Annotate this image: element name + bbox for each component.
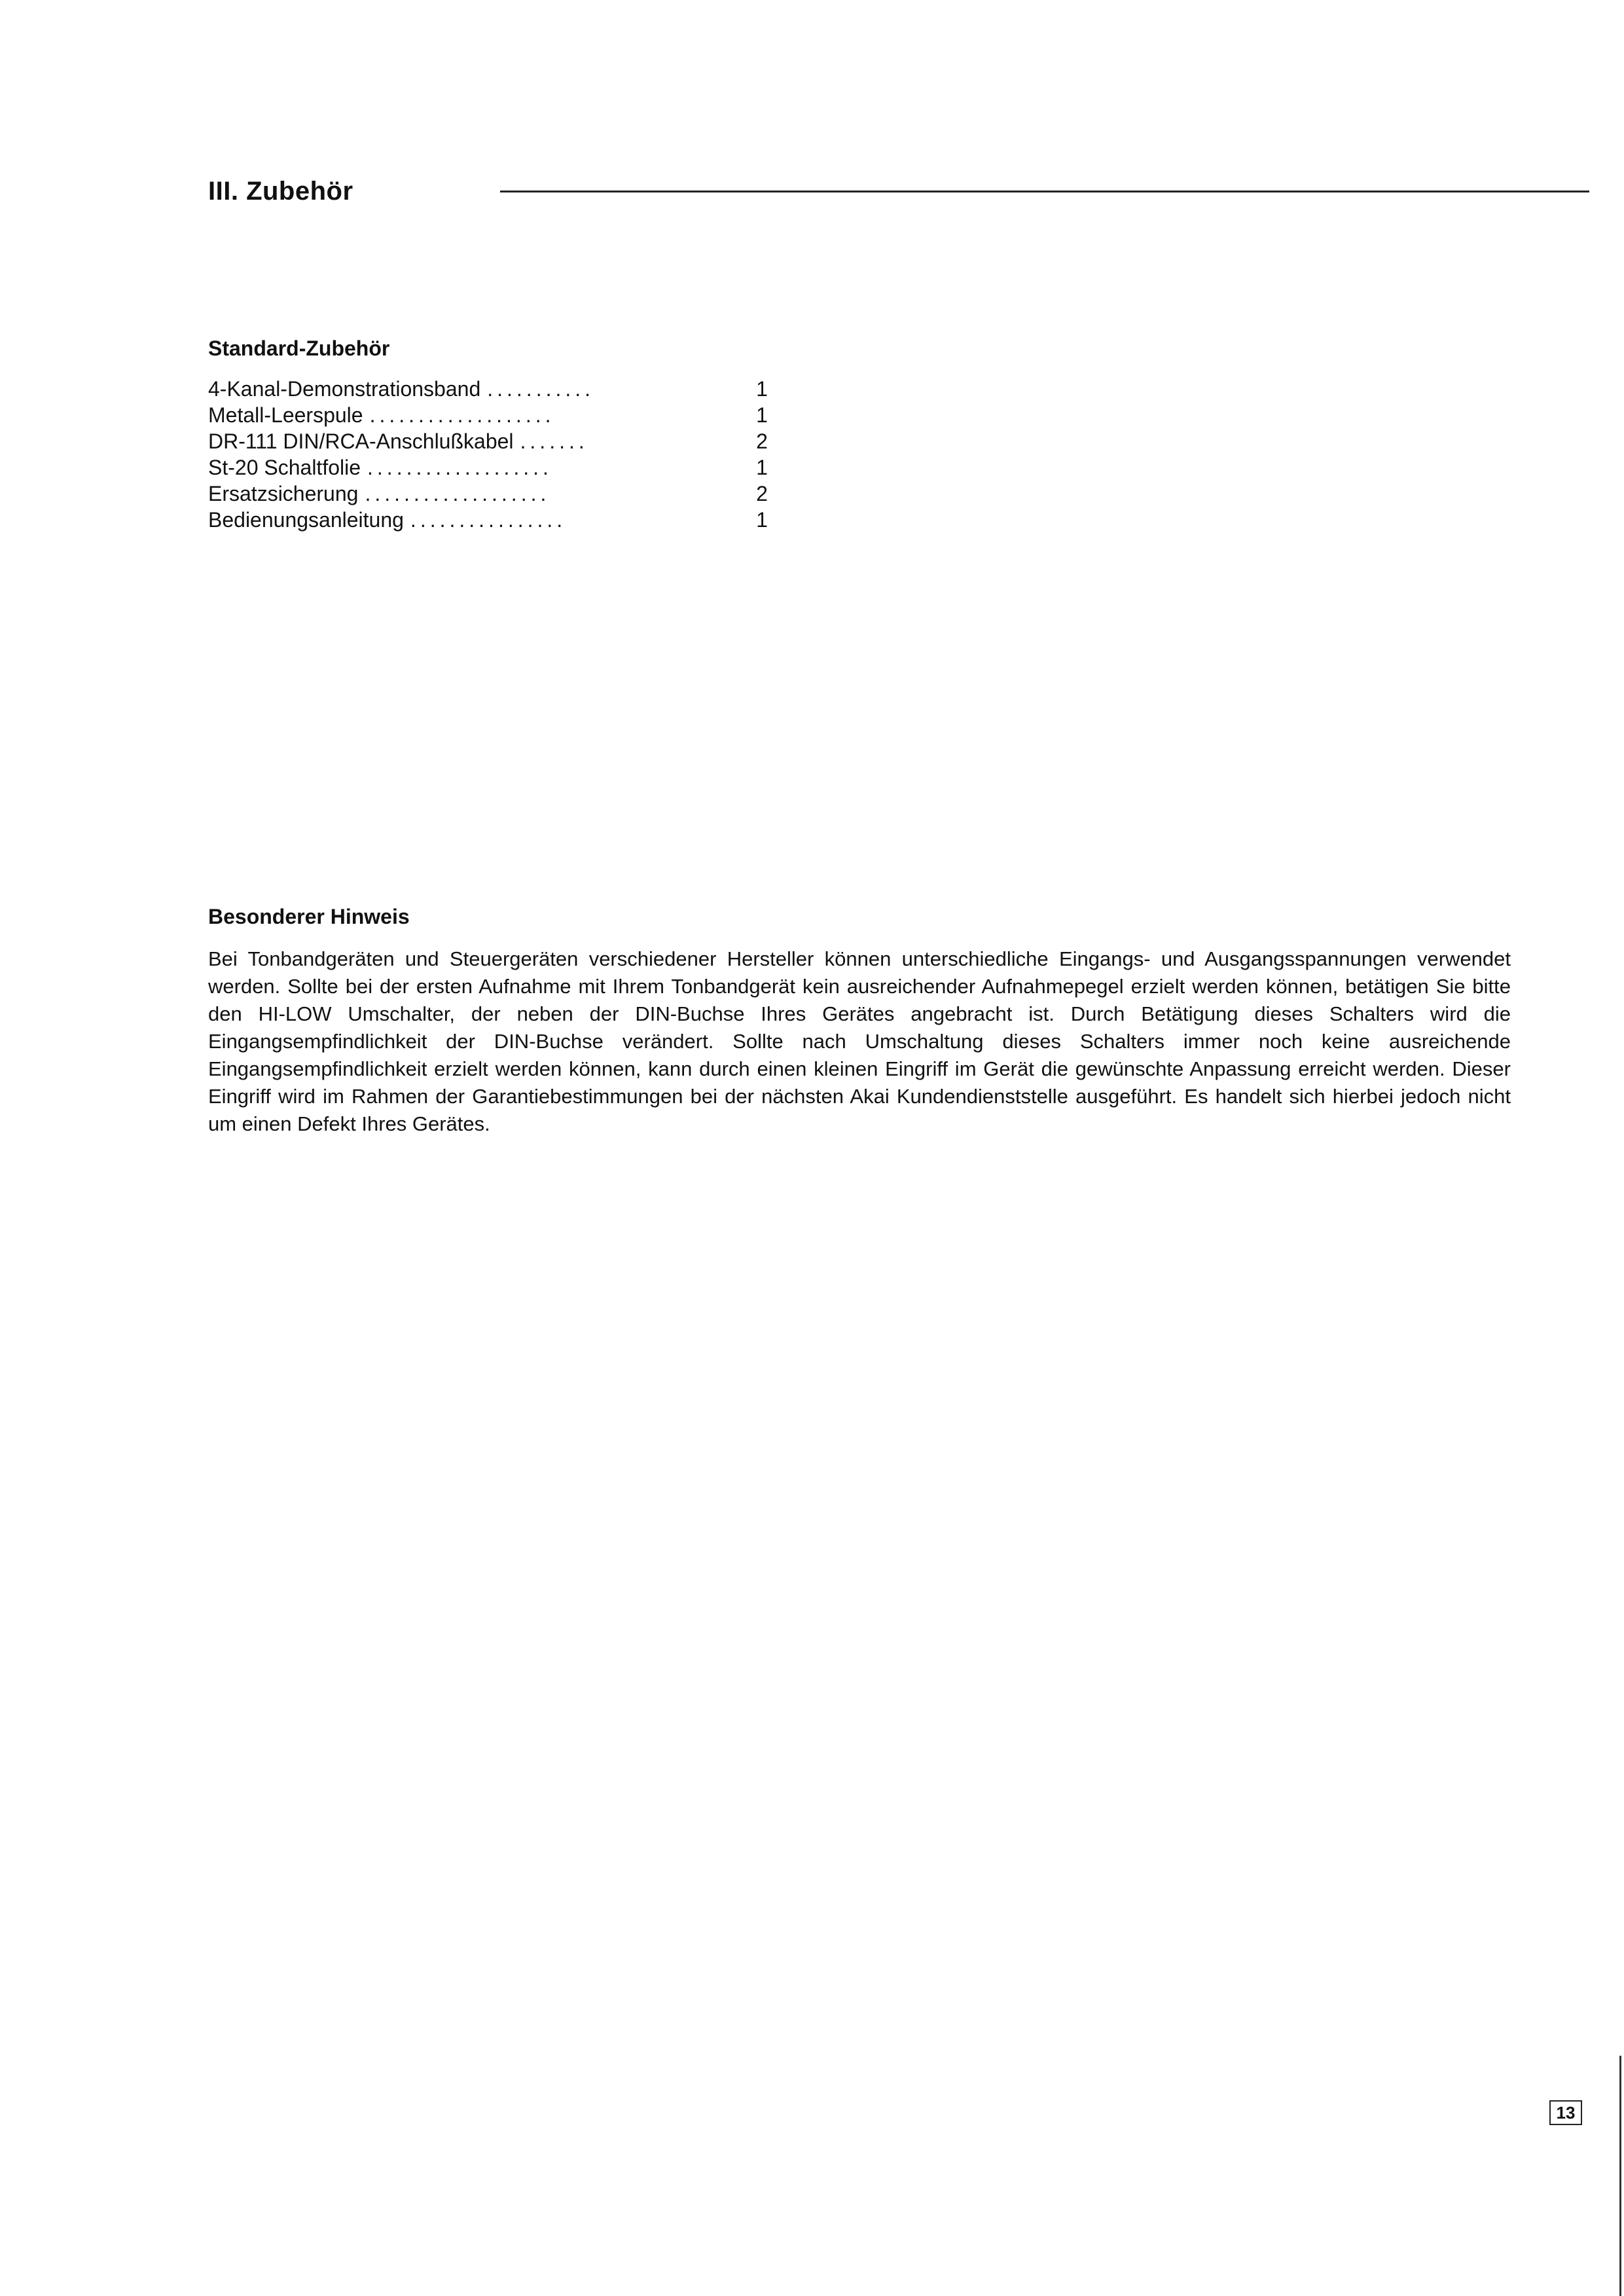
leader-dots: ....... [520, 429, 588, 453]
accessory-name: 4-Kanal-Demonstrationsband ........... [208, 377, 595, 401]
accessory-quantity: 2 [756, 482, 768, 505]
leader-dots: ................... [369, 403, 555, 427]
accessory-quantity: 1 [756, 377, 768, 401]
accessory-quantity: 1 [756, 403, 768, 427]
special-note-paragraph: Bei Tonbandgeräten und Steuergeräten verschiedener Hersteller können unterschiedliche Eingangs- und Ausgangsspannungen verwendet werden. Sollte bei der ersten Aufnahme mit Ihrem Tonbandgerät kein ausreichender Aufnahmepegel erzielt werden können, betätigen Sie bitte den HI-LOW Umschalter, der neben der DIN-Buchse Ihres Gerätes angebracht ist. Durch Betätigung dieses Schalters wird die Eingangsempfindlichkeit der DIN-Buchse verändert. Sollte nach Umschaltung dieses Schalters immer noch keine ausreichende Eingangsempfindlichkeit erzielt werden können, kann durch einen kleinen Eingriff im Gerät die gewünschte Anpassung erreicht werden. Dieser Eingriff wird im Rahmen der Garantiebestimmungen bei der nächsten Akai Kundendienststelle ausgeführt. Es handelt sich hierbei jedoch nicht um einen Defekt Ihres Gerätes. [208, 947, 1511, 1135]
leader-dots: ................... [365, 482, 550, 505]
scan-edge [1619, 2056, 1621, 2296]
section-divider [500, 191, 1589, 192]
list-item [208, 428, 784, 454]
section-title: III. Zubehör [208, 177, 353, 206]
list-item [208, 454, 784, 481]
list-item [208, 507, 784, 533]
special-note-heading: Besonderer Hinweis [208, 905, 410, 928]
list-item [208, 376, 784, 402]
accessory-name: Ersatzsicherung ................... [208, 482, 550, 505]
list-item [208, 481, 784, 507]
standard-accessories-heading: Standard-Zubehör [208, 337, 390, 360]
accessory-name: DR-111 DIN/RCA-Anschlußkabel ....... [208, 429, 588, 453]
leader-dots: ................... [367, 456, 552, 479]
accessory-name: Metall-Leerspule ................... [208, 403, 555, 427]
accessory-quantity: 1 [756, 456, 768, 479]
leader-dots: ................ [410, 508, 567, 532]
accessory-quantity: 2 [756, 429, 768, 453]
list-item [208, 402, 784, 428]
accessory-name: St-20 Schaltfolie ................... [208, 456, 552, 479]
accessory-quantity: 1 [756, 508, 768, 532]
page-number: 13 [1549, 2100, 1582, 2125]
leader-dots: ........... [487, 377, 595, 401]
accessory-name: Bedienungsanleitung ................ [208, 508, 567, 532]
accessory-list [208, 376, 784, 533]
